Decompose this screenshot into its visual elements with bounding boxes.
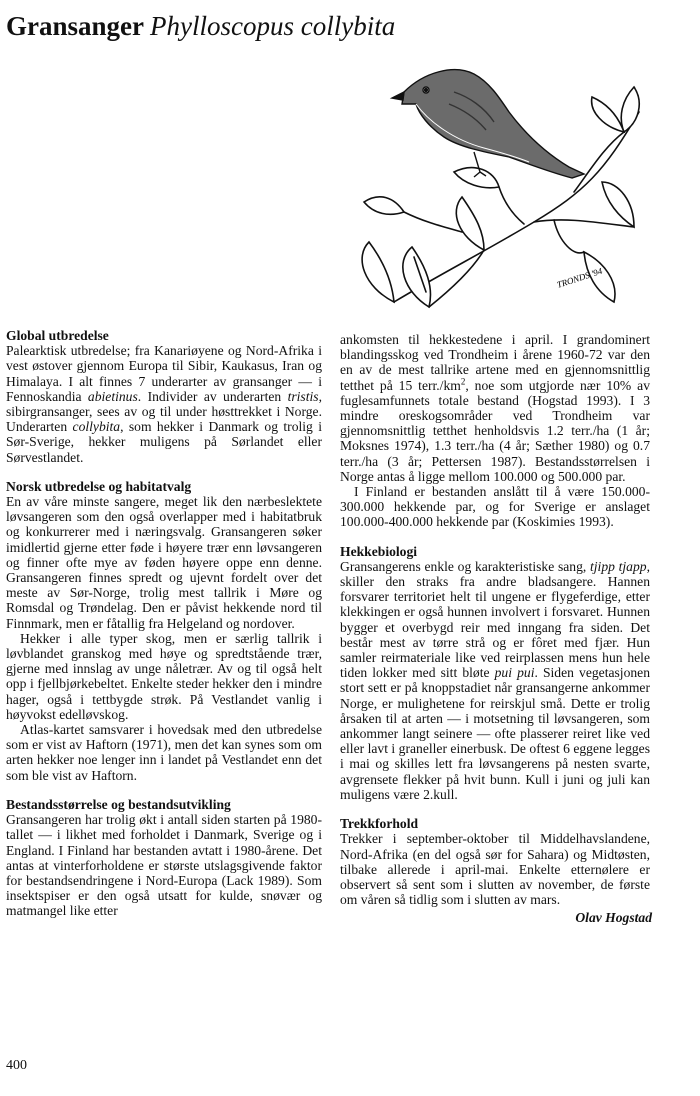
page-number: 400 — [6, 1058, 27, 1073]
right-column — [340, 332, 650, 907]
section-heading: Bestandsstørrelse og bestandsutvikling — [6, 796, 231, 812]
paragraph: Trekker i september-oktober til Middelhavslandene, Nord-Afrika (en del også sør for Sahara) og Midtøsten, tilbake allerede i april-mai. Enkelte etternølere er observert så sent som i slutten av november, de første om våren så tidlig som i slutten av mars. — [340, 831, 650, 908]
page-title — [6, 10, 395, 42]
paragraph: Gransangerens enkle og karakteristiske sang, tjipp tjapp, skiller den straks fra andre bladsangere. Hannen forsvarer territoriet helt til ungene er flygeferdige, etter klekkingen er også hunnen involvert i forsvaret. Hunnen bygger et overbygd reir med inngang fra siden. Det består mest av tørre strå og er fôret med fjær. Hun samler reirmateriale like ved reirplassen mens hun hele tiden lokker med sitt bløte pui pui. Siden vegetasjonen stort sett er på knoppstadiet når gransangerne ankommer Norge, er mulighetene for reirskjul små. Dette er trolig årsaken til at arten — i motsetning til løvsangeren, som ankommer langt seinere — ofte plasserer reiret like ved eller lavt i graneller einerbusk. De oftest 6 eggene legges i mai og skilles lett fra løvsangerens på nesten svarte, avgrensete flekker på hvit bunn. Kull i juni og juli kan muligens være 2.kull. — [340, 558, 650, 802]
paragraph: Gransangeren har trolig økt i antall siden starten på 1980-tallet — i likhet med forholdet i Danmark, Sverige og i England. I Finland har bestanden avtatt i 1980-årene. Det antas at vinterforholdene er største utslagsgivende faktor for bestandsendringene i Nord-Europa (Lack 1989). Som insektspiser er den også utsatt for kulde, snøvær og matmangel like etter — [6, 812, 322, 919]
section-heading: Hekkebiologi — [340, 543, 418, 559]
paragraph: Atlas-kartet samsvarer i hovedsak med den utbredelse som er vist av Haftorn (1971), men det kan synes som om arten hekker noe lenger inn i landet på Vestlandet enn det som ble vist av Haftorn. — [6, 722, 322, 783]
author-signature: Olav Hogstad — [575, 910, 652, 925]
chiffchaff-illustration — [334, 52, 652, 314]
section-heading: Norsk utbredelse og habitatvalg — [6, 478, 192, 494]
paragraph: Palearktisk utbredelse; fra Kanariøyene og Nord-Afrika i vest østover gjennom Europa til Sibir, Kaukasus, Iran og Himalaya. I alt finnes 7 underarter av gransanger — i Fennoskandia abietinus. Individer av underarten tristis, sibirgransanger, sees av og til under høsttrekket i Norge. Underarten collybita, som hekker i Danmark og trolig i Sør-Sverige, hekker muligens på Sørlandet eller Sørvestlandet. — [6, 343, 322, 465]
section-breeding — [340, 544, 650, 802]
section-global — [6, 328, 322, 465]
section-norway — [6, 479, 322, 783]
section-heading: Trekkforhold — [340, 816, 419, 832]
paragraph: ankomsten til hekkestedene i april. I grandominert blandingsskog ved Trondheim i årene 1960-72 var den en av de mest tallrike artene med en gjennomsnittlig tetthet på 15 $terr./km^2$, noe som utgjorde nær 10% av fuglesamfunnets totale bestand (Hogstad 1993). I 3 mindre oreskogsområder ved Trondheim var gjennomsnittlig tetthet henholdsvis 1.2 terr./ha (1 år; Moksnes 1974), 1.3 terr./ha (4 år; Sæther 1980) og 0.7 terr./ha (3 år; Pettersen 1987). Bestandsstørrelsen i Norge antas å ligge mellom 100.000 og 500.000 par. — [340, 332, 650, 484]
left-column — [6, 328, 322, 919]
paragraph: Hekker i alle typer skog, men er særlig tallrik i løvblandet granskog med høye og spredtstående trær, gjerne med innslag av unge nåletrær. Av og til også helt opp i fjellbjørkebeltet. Enkelte steder hekker den i mindre hager, også i tettbygde strøk. På Vestlandet vanlig i høyvokst edelløvskog. — [6, 630, 322, 722]
common-name: Gransanger — [6, 11, 144, 41]
scientific-name: Phylloscopus collybita — [150, 11, 396, 41]
paragraph: I Finland er bestanden anslått til å være 150.000-300.000 hekkende par, og for Sverige er anslaget 100.000-400.000 hekkende par (Koskimies 1993). — [340, 484, 650, 530]
paragraph: En av våre minste sangere, meget lik den nærbeslektete løvsangeren som den også overlapper med i habitatbruk og konkurrerer med i næringsvalg. Gransangeren søker imidlertid gjerne etter føde i høyere trær enn løvsangeren og finner ofte mye av føden høyere oppe enn denne. Gransangeren finnes spredt og ujevnt fordelt over det meste av Sør-Norge, trolig mest tallrik i Møre og Romsdal og Trøndelag. Den er påvist hekkende nord til Finnmark, men er fåtallig fra Helgeland og nordover. — [6, 494, 322, 631]
section-migration — [340, 816, 650, 907]
section-heading: Global utbredelse — [6, 328, 109, 343]
section-population — [6, 797, 322, 919]
illustration-signature: TRONDS '94 — [555, 265, 604, 290]
